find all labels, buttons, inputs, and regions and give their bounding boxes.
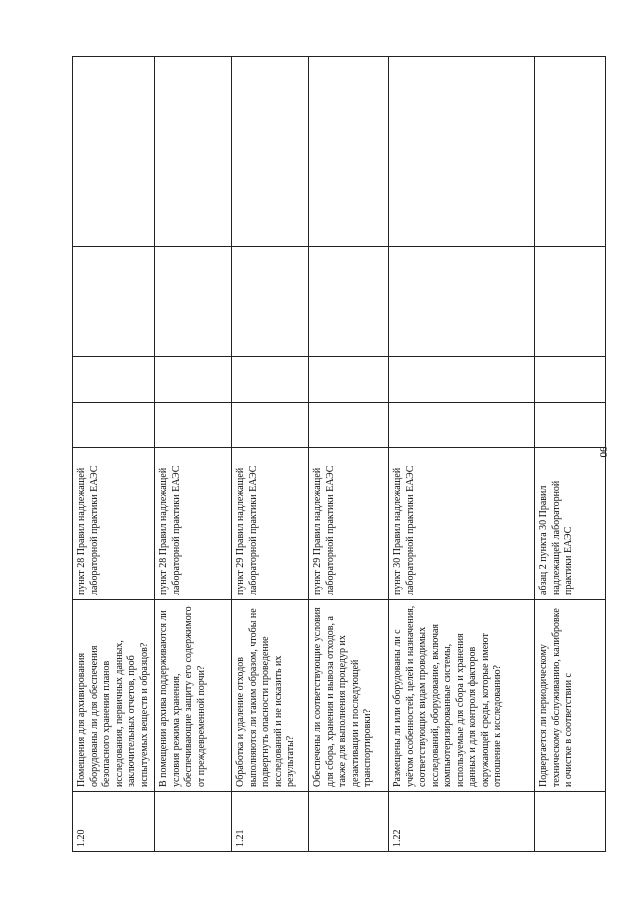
table-row: [155, 57, 232, 852]
question-cell: Помещения для архивирования оборудованы ли для обеспечения безопасного хранения планов исследования, первичных данных, заключительных отчетов, проб испытуемых веществ и образцов?: [73, 600, 155, 792]
empty-cell: [232, 247, 309, 357]
table-row: [232, 57, 309, 852]
empty-cell: [155, 247, 232, 357]
empty-cell: [389, 247, 535, 357]
empty-cell: [309, 57, 389, 247]
empty-cell: [535, 403, 606, 448]
reference-cell: пункт 28 Правил надлежащей лабораторной практики ЕАЭС: [155, 448, 232, 600]
reference-cell: пункт 28 Правил надлежащей лабораторной практики ЕАЭС: [73, 448, 155, 600]
row-number: 1.21: [232, 792, 309, 852]
row-number: [309, 792, 389, 852]
page-number: 90: [597, 446, 609, 458]
reference-cell: абзац 2 пункта 30 Правил надлежащей лабораторной практики ЕАЭС: [535, 448, 606, 600]
row-number: [155, 792, 232, 852]
question-cell: Размещены ли или оборудованы ли с учётом особенностей, целей и назначения, соответствующих видам проводимых исследований, оборудование, включая компьютеризированные системы, используемые для сбора и хранения данных и для контроля факторов окружающей среды, которые имеют отношение к исследованию?: [389, 600, 535, 792]
reference-cell: пункт 30 Правил надлежащей лабораторной практики ЕАЭС: [389, 448, 535, 600]
reference-cell: пункт 29 Правил надлежащей лабораторной практики ЕАЭС: [309, 448, 389, 600]
checklist-table-container: [72, 57, 600, 852]
reference-cell: пункт 29 Правил надлежащей лабораторной практики ЕАЭС: [232, 448, 309, 600]
checklist-table: [72, 56, 606, 852]
empty-cell: [309, 247, 389, 357]
question-cell: В помещении архива поддерживаются ли условия режима хранения, обеспечивающие защиту его содержимого от преждевременной порчи?: [155, 600, 232, 792]
empty-cell: [389, 403, 535, 448]
empty-cell: [309, 403, 389, 448]
empty-cell: [73, 247, 155, 357]
empty-cell: [73, 357, 155, 403]
table-row: [73, 57, 155, 852]
empty-cell: [232, 357, 309, 403]
empty-cell: [155, 403, 232, 448]
table-row: [309, 57, 389, 852]
table-row: [535, 57, 606, 852]
empty-cell: [535, 357, 606, 403]
empty-cell: [155, 57, 232, 247]
row-number: 1.22: [389, 792, 535, 852]
empty-cell: [535, 247, 606, 357]
question-cell: Обеспечены ли соответствующие условия для сбора, хранения и вывоза отходов, а также для выполнения процедур их дезактивации и последующей транспортировки?: [309, 600, 389, 792]
empty-cell: [232, 57, 309, 247]
row-number: [535, 792, 606, 852]
empty-cell: [73, 57, 155, 247]
question-cell: Подвергается ли периодическому техническому обслуживанию, калибровке и очистке в соответствии с: [535, 600, 606, 792]
empty-cell: [389, 357, 535, 403]
empty-cell: [309, 357, 389, 403]
empty-cell: [535, 57, 606, 247]
empty-cell: [73, 403, 155, 448]
empty-cell: [232, 403, 309, 448]
table-row: [389, 57, 535, 852]
question-cell: Обработка и удаление отходов выполняются ли таким образом, чтобы не подвергнуть опасности проведение исследований и не исказить их результаты?: [232, 600, 309, 792]
row-number: 1.20: [73, 792, 155, 852]
empty-cell: [389, 57, 535, 247]
empty-cell: [155, 357, 232, 403]
